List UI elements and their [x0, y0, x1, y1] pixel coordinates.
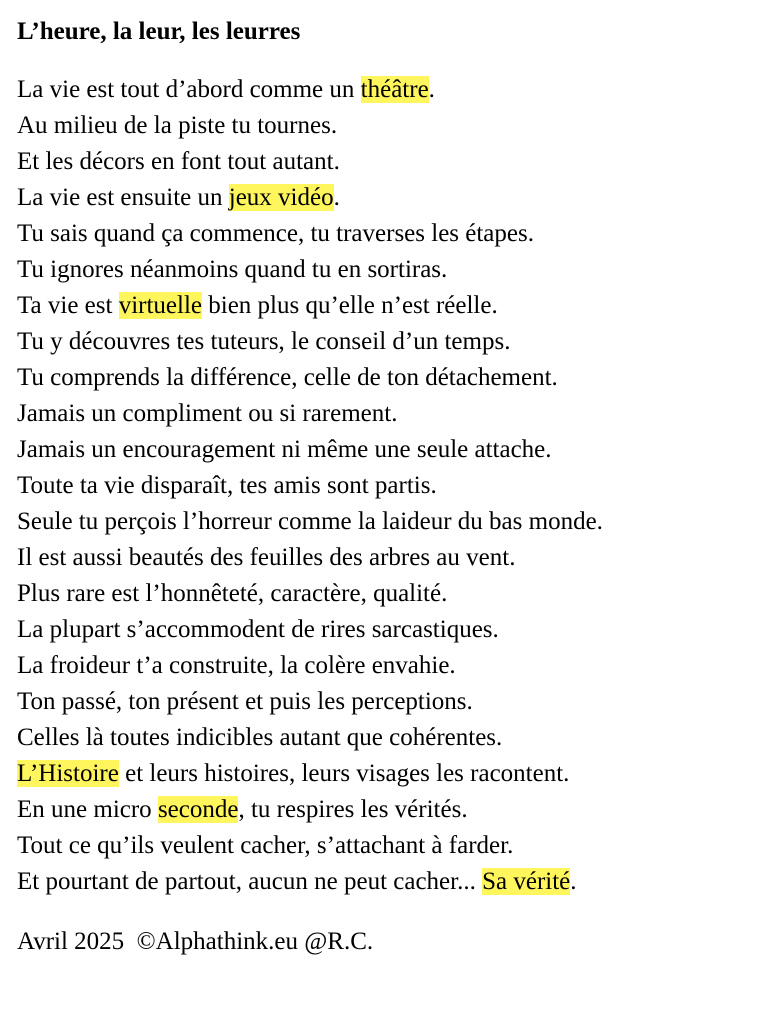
line-text: Au milieu de la piste tu tournes. [17, 112, 338, 139]
poem-line [17, 360, 767, 396]
line-text: Tu ignores néanmoins quand tu en sortiras. [17, 256, 448, 283]
line-text: La vie est tout d’abord comme un [17, 76, 361, 103]
line-text: Toute ta vie disparaît, tes amis sont partis. [17, 472, 437, 499]
line-text: Jamais un encouragement ni même une seule attache. [17, 436, 552, 463]
poem-line [17, 576, 767, 612]
poem-line [17, 792, 767, 828]
poem-line [17, 108, 767, 144]
poem-line [17, 720, 767, 756]
line-text: . [570, 868, 577, 895]
line-text: bien plus qu’elle n’est réelle. [202, 292, 498, 319]
highlighted-word: théâtre [360, 76, 429, 103]
poem-line [17, 540, 767, 576]
poem-footer: Avril 2025 ©Alphathink.eu @R.C. [17, 928, 374, 955]
poem-line [17, 180, 767, 216]
poem-line [17, 72, 767, 108]
highlighted-word: virtuelle [118, 292, 202, 319]
poem-line [17, 324, 767, 360]
line-text: Tu sais quand ça commence, tu traverses les étapes. [17, 220, 534, 247]
line-text: Seule tu perçois l’horreur comme la laideur du bas monde. [17, 508, 603, 535]
line-text: Il est aussi beautés des feuilles des arbres au vent. [17, 544, 516, 571]
poem-line [17, 468, 767, 504]
poem-title: L’heure, la leur, les leurres [17, 18, 301, 45]
line-text: . [428, 76, 435, 103]
poem-line [17, 864, 767, 900]
line-text: La vie est ensuite un [17, 184, 229, 211]
line-text: La froideur t’a construite, la colère envahie. [17, 652, 456, 679]
poem-line [17, 432, 767, 468]
highlighted-word: seconde [157, 796, 239, 823]
line-text: Tu comprends la différence, celle de ton détachement. [17, 364, 558, 391]
poem-line [17, 396, 767, 432]
poem-line [17, 288, 767, 324]
poem-line [17, 216, 767, 252]
highlighted-word: L’Histoire [17, 760, 119, 787]
highlighted-word: Sa vérité [482, 868, 571, 895]
line-text: Et pourtant de partout, aucun ne peut cacher... [17, 868, 483, 895]
line-text: Et les décors en font tout autant. [17, 148, 340, 175]
line-text: Tout ce qu’ils veulent cacher, s’attachant à farder. [17, 832, 514, 859]
poem-line [17, 252, 767, 288]
poem-document [17, 14, 767, 960]
highlighted-word: jeux vidéo [228, 184, 334, 211]
line-text: En une micro [17, 796, 158, 823]
poem-line [17, 828, 767, 864]
poem-line [17, 612, 767, 648]
poem-line [17, 144, 767, 180]
line-text: , tu respires les vérités. [238, 796, 468, 823]
poem-line [17, 684, 767, 720]
poem-line [17, 648, 767, 684]
line-text: La plupart s’accommodent de rires sarcastiques. [17, 616, 499, 643]
line-text: Celles là toutes indicibles autant que cohérentes. [17, 724, 503, 751]
line-text: Jamais un compliment ou si rarement. [17, 400, 398, 427]
poem-line [17, 756, 767, 792]
line-text: Ton passé, ton présent et puis les perceptions. [17, 688, 473, 715]
line-text: et leurs histoires, leurs visages les racontent. [118, 760, 570, 787]
poem-body [17, 72, 767, 900]
line-text: Ta vie est [17, 292, 119, 319]
poem-line [17, 504, 767, 540]
line-text: Tu y découvres tes tuteurs, le conseil d’un temps. [17, 328, 511, 355]
line-text: . [333, 184, 340, 211]
line-text: Plus rare est l’honnêteté, caractère, qualité. [17, 580, 448, 607]
